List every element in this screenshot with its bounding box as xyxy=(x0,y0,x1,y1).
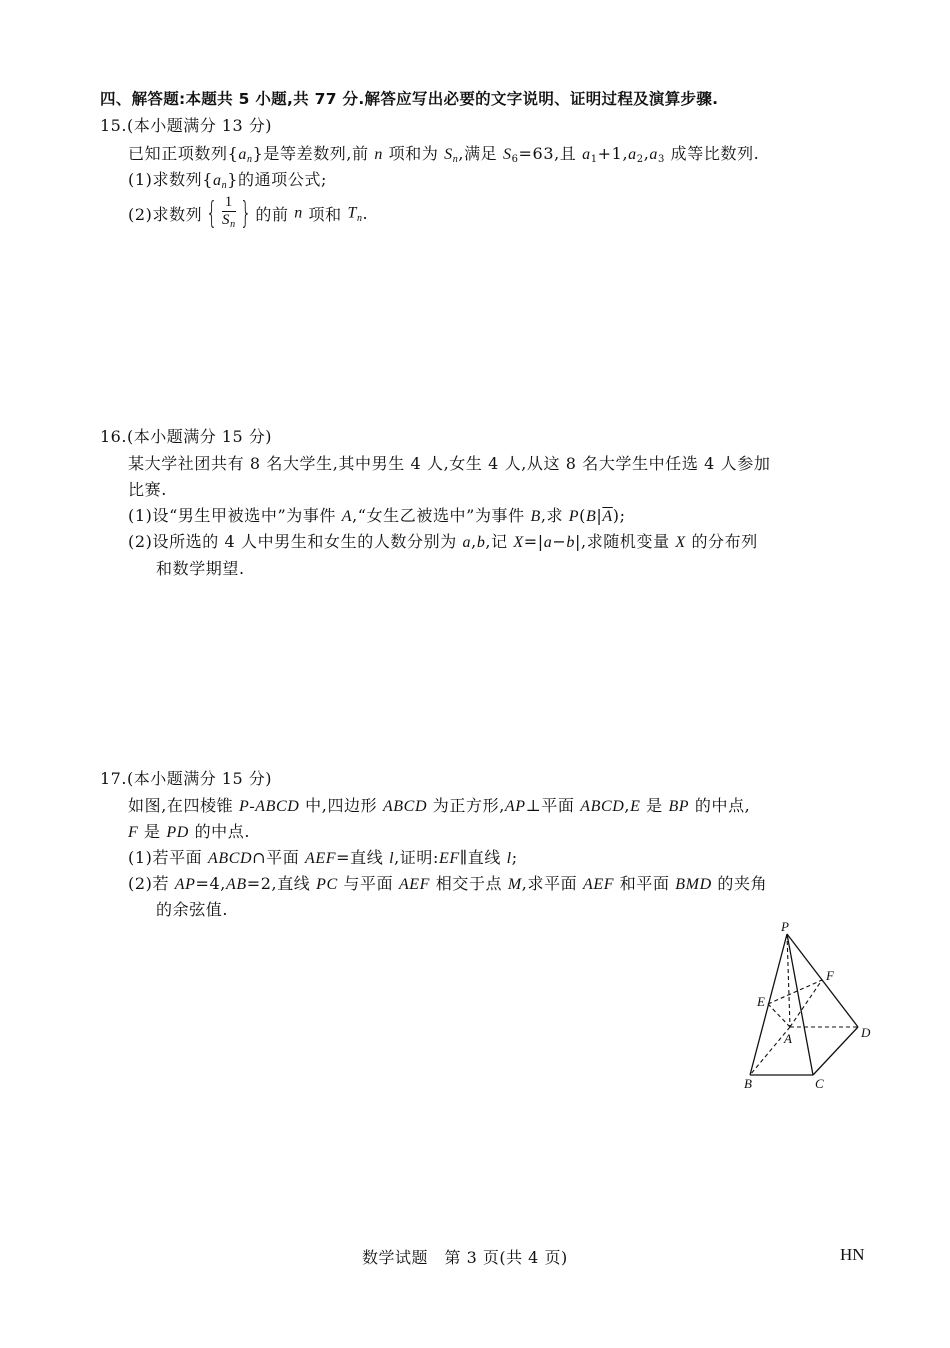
section-title: 四、解答题:本题共 5 小题,共 77 分.解答应写出必要的文字说明、证明过程及演算步骤. xyxy=(100,90,719,108)
label-F: F xyxy=(826,968,834,983)
q17-part2: (2)若 AP=4,AB=2,直线 PC 与平面 AEF 相交于点 M,求平面 AEF 和平面 BMD 的夹角 xyxy=(128,874,768,893)
q16-stem-line1: 某大学社团共有 8 名大学生,其中男生 4 人,女生 4 人,从这 8 名大学生中任选 4 人参加 xyxy=(128,454,771,473)
q17-part1: (1)若平面 ABCD∩平面 AEF=直线 l,证明:EF∥直线 l; xyxy=(128,848,518,867)
q15-part2: (2)求数列 { $\frac{1}{S_n}$ } 的前 n 项和 $T_n$. xyxy=(128,194,369,231)
q15-stem: 已知正项数列$\{a_n\}$是等差数列,前 n 项和为 $S_n$,满足 $S_6=63$,且 $a_1+1,a_2,a_3$ 成等比数列. xyxy=(128,144,760,165)
edge-PD xyxy=(787,934,858,1027)
fraction-1-over-Sn: $\frac{1}{S_n}$ xyxy=(221,194,236,230)
q16-heading: 16.(本小题满分 15 分) xyxy=(100,427,272,446)
q17-part2-line2: 的余弦值. xyxy=(156,900,229,919)
segment-AE-hidden xyxy=(768,1004,790,1027)
edge-CD xyxy=(813,1027,858,1075)
pyramid-figure xyxy=(730,915,880,1095)
q15-heading: 15.(本小题满分 13 分) xyxy=(100,116,272,135)
label-P: P xyxy=(781,919,789,934)
q16-part2-line2: 和数学期望. xyxy=(156,559,245,578)
label-D: D xyxy=(861,1025,871,1040)
label-C: C xyxy=(815,1076,824,1091)
left-brace: { xyxy=(206,196,219,231)
label-B: B xyxy=(744,1076,752,1091)
q16-stem-line2: 比赛. xyxy=(128,480,167,499)
page-footer: 数学试题 第 3 页(共 4 页) xyxy=(362,1248,568,1267)
q17-heading: 17.(本小题满分 15 分) xyxy=(100,769,272,788)
q16-part1: (1)设“男生甲被选中”为事件 A,“女生乙被选中”为事件 B,求 $P(B|\overline{A})$; xyxy=(128,506,626,525)
label-E: E xyxy=(757,994,765,1009)
q17-stem-line1: 如图,在四棱锥 P-ABCD 中,四边形 ABCD 为正方形,AP⊥平面 ABCD,E 是 BP 的中点, xyxy=(128,796,751,815)
q16-part2: (2)设所选的 4 人中男生和女生的人数分别为 a,b,记 X=|a−b|,求随机变量 X 的分布列 xyxy=(128,532,758,551)
region-code: HN xyxy=(840,1245,865,1264)
q15-part1: (1)求数列$\{a_n\}$的通项公式; xyxy=(128,170,328,191)
label-A: A xyxy=(784,1031,792,1046)
q17-stem-line2: F 是 PD 的中点. xyxy=(128,822,251,841)
edge-PC xyxy=(787,934,813,1075)
right-brace: } xyxy=(239,196,252,231)
segment-AF-hidden xyxy=(790,980,822,1027)
